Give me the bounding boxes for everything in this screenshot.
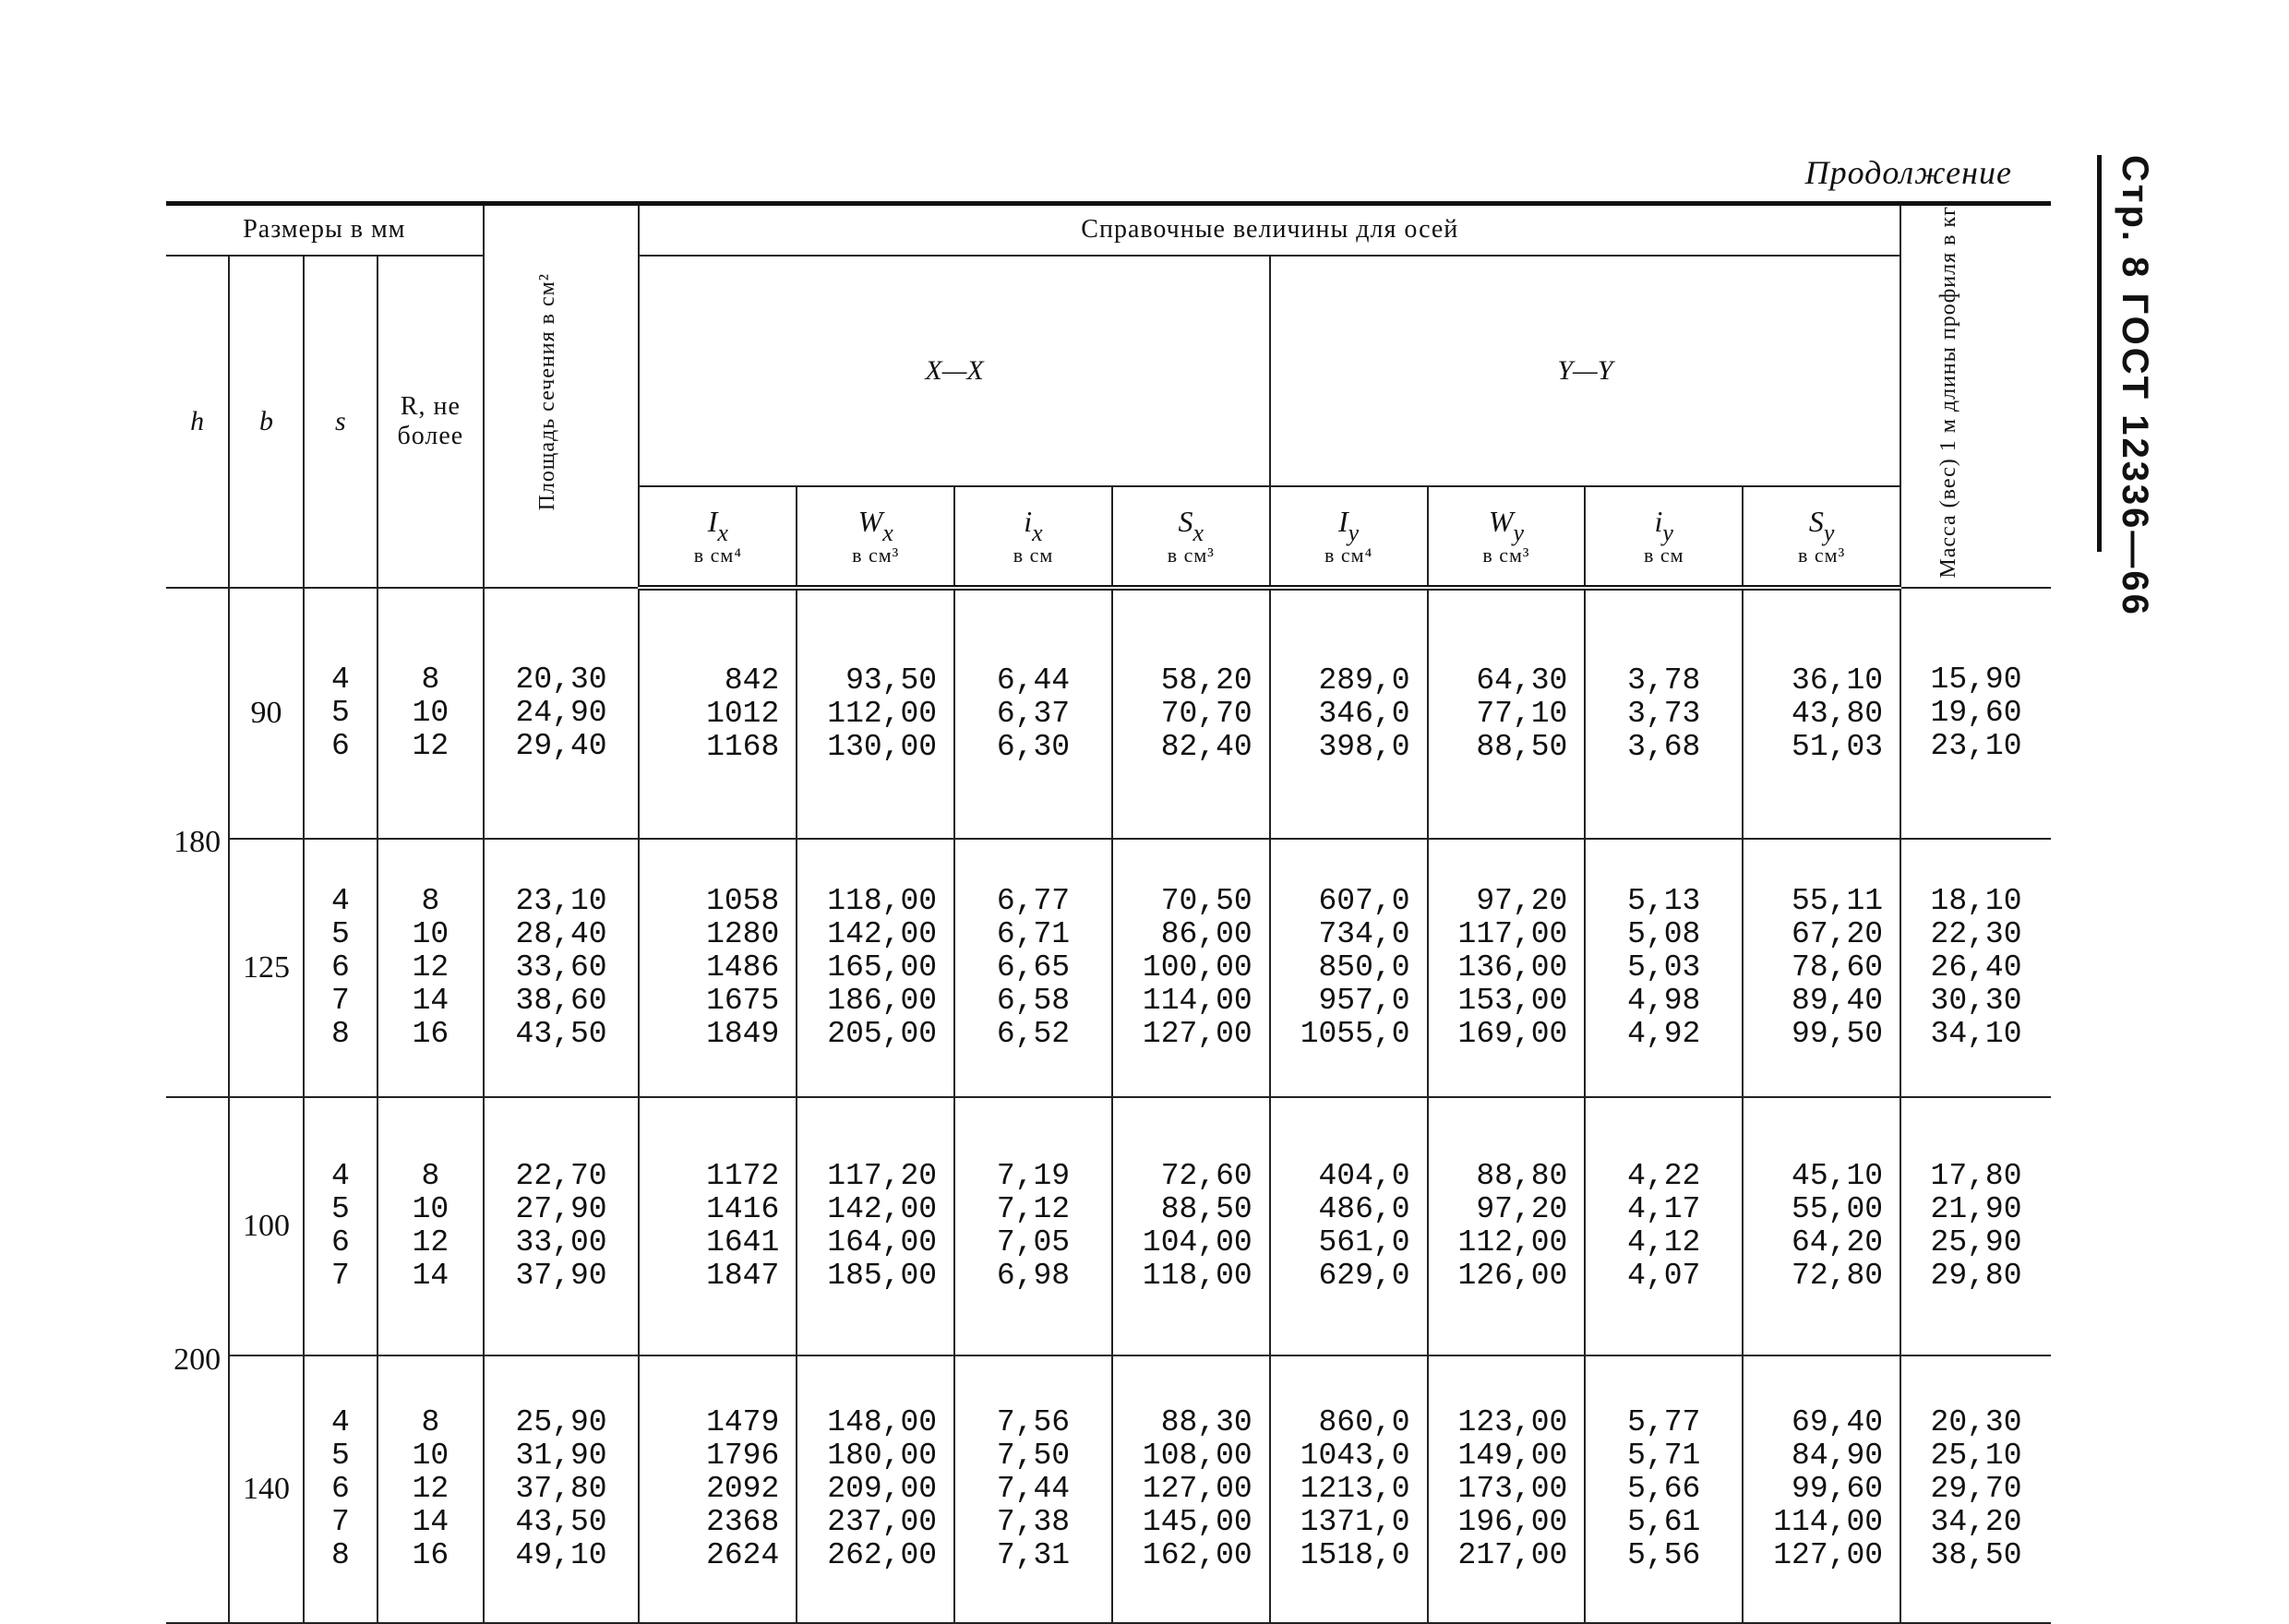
header-iyr-subscript: y — [1662, 519, 1673, 546]
header-axis-xx: X—X — [639, 256, 1269, 486]
header-reference-group: Справочные величины для осей — [639, 204, 1900, 256]
iyr-values: 5,77 5,71 5,66 5,61 5,56 — [1585, 1355, 1743, 1623]
header-wx-subscript: x — [882, 519, 893, 546]
header-sy-unit: в см³ — [1798, 543, 1846, 567]
header-iy-symbol: I — [1338, 504, 1348, 538]
header-dimensions-group: Размеры в мм — [166, 204, 484, 256]
sy-values: 55,11 67,20 78,60 89,40 99,50 — [1743, 839, 1900, 1097]
wx-values: 117,20 142,00 164,00 185,00 — [797, 1097, 954, 1355]
h-value-200: 200 — [166, 1097, 229, 1623]
header-s: s — [304, 256, 378, 588]
ix-values: 1058 1280 1486 1675 1849 — [639, 839, 797, 1097]
header-sy — [1743, 486, 1900, 588]
sy-values: 45,10 55,00 64,20 72,80 — [1743, 1097, 1900, 1355]
header-sx — [1112, 486, 1270, 588]
s-values: 4 5 6 — [304, 588, 378, 839]
sx-values: 70,50 86,00 100,00 114,00 127,00 — [1112, 839, 1270, 1097]
header-wy — [1428, 486, 1586, 588]
r-values: 8 10 12 14 16 — [378, 1355, 484, 1623]
header-ix-symbol: I — [707, 504, 718, 538]
b-value: 100 — [229, 1097, 303, 1355]
header-sx-subscript: x — [1192, 519, 1204, 546]
header-iy-subscript: y — [1348, 519, 1360, 546]
header-ixr-subscript: x — [1032, 519, 1043, 546]
area-values: 20,30 24,90 29,40 — [484, 588, 640, 839]
h-value-180: 180 — [166, 588, 229, 1097]
s-values: 4 5 6 7 8 — [304, 839, 378, 1097]
ixr-values: 7,19 7,12 7,05 6,98 — [954, 1097, 1112, 1355]
sx-values: 58,20 70,70 82,40 — [1112, 588, 1270, 839]
header-ixr — [954, 486, 1112, 588]
steel-profile-table — [166, 201, 2051, 1624]
b-value: 140 — [229, 1355, 303, 1623]
ix-values: 1172 1416 1641 1847 — [639, 1097, 797, 1355]
wy-values: 123,00 149,00 173,00 196,00 217,00 — [1428, 1355, 1586, 1623]
header-mass — [1900, 204, 2051, 588]
header-ix-unit: в см⁴ — [693, 543, 742, 567]
ixr-values: 6,77 6,71 6,65 6,58 6,52 — [954, 839, 1112, 1097]
area-values: 22,70 27,90 33,00 37,90 — [484, 1097, 640, 1355]
header-mass-text: Масса (вес) 1 м длины профиля в кг — [1936, 206, 1961, 579]
header-sy-symbol: S — [1808, 504, 1824, 538]
header-wy-unit: в см³ — [1482, 543, 1530, 567]
header-ixr-symbol: i — [1024, 504, 1033, 538]
iy-values: 289,0 346,0 398,0 — [1270, 588, 1428, 839]
header-wy-symbol: W — [1488, 504, 1514, 538]
area-values: 23,10 28,40 33,60 38,60 43,50 — [484, 839, 640, 1097]
header-ix-subscript: x — [717, 519, 728, 546]
header-iyr-unit: в см — [1643, 543, 1684, 567]
area-values: 25,90 31,90 37,80 43,50 49,10 — [484, 1355, 640, 1623]
header-sy-subscript: y — [1823, 519, 1835, 546]
header-ix — [639, 486, 797, 588]
table-row-group — [166, 1355, 2051, 1623]
continuation-label: Продолжение — [1804, 154, 2012, 191]
header-r: R, не более — [378, 256, 484, 588]
r-values: 8 10 12 14 — [378, 1097, 484, 1355]
header-iyr — [1585, 486, 1743, 588]
table-header — [166, 204, 2051, 588]
iy-values: 404,0 486,0 561,0 629,0 — [1270, 1097, 1428, 1355]
header-b: b — [229, 256, 303, 588]
wx-values: 118,00 142,00 165,00 186,00 205,00 — [797, 839, 954, 1097]
iyr-values: 4,22 4,17 4,12 4,07 — [1585, 1097, 1743, 1355]
mass-values: 17,80 21,90 25,90 29,80 — [1900, 1097, 2051, 1355]
header-sx-symbol: S — [1178, 504, 1193, 538]
r-values: 8 10 12 14 16 — [378, 839, 484, 1097]
sx-values: 88,30 108,00 127,00 145,00 162,00 — [1112, 1355, 1270, 1623]
header-wy-subscript: y — [1513, 519, 1525, 546]
header-wx-symbol: W — [857, 504, 883, 538]
header-iy-unit: в см⁴ — [1324, 543, 1373, 567]
table-row-group — [166, 588, 2051, 839]
header-area-text: Площадь сечения в см² — [535, 273, 560, 511]
header-sx-unit: в см³ — [1167, 543, 1215, 567]
mass-values: 15,90 19,60 23,10 — [1900, 588, 2051, 839]
ixr-values: 6,44 6,37 6,30 — [954, 588, 1112, 839]
b-value: 90 — [229, 588, 303, 839]
header-ixr-unit: в см — [1013, 543, 1054, 567]
header-wx-unit: в см³ — [852, 543, 900, 567]
r-values: 8 10 12 — [378, 588, 484, 839]
wx-values: 148,00 180,00 209,00 237,00 262,00 — [797, 1355, 954, 1623]
header-iyr-symbol: i — [1654, 504, 1663, 538]
wy-values: 88,80 97,20 112,00 126,00 — [1428, 1097, 1586, 1355]
header-axis-yy: Y—Y — [1270, 256, 1900, 486]
mass-values: 20,30 25,10 29,70 34,20 38,50 — [1900, 1355, 2051, 1623]
wy-values: 97,20 117,00 136,00 153,00 169,00 — [1428, 839, 1586, 1097]
iyr-values: 3,78 3,73 3,68 — [1585, 588, 1743, 839]
ixr-values: 7,56 7,50 7,44 7,38 7,31 — [954, 1355, 1112, 1623]
iyr-values: 5,13 5,08 5,03 4,98 4,92 — [1585, 839, 1743, 1097]
s-values: 4 5 6 7 — [304, 1097, 378, 1355]
sy-values: 69,40 84,90 99,60 114,00 127,00 — [1743, 1355, 1900, 1623]
side-page-heading: Стр. 8 ГОСТ 12336—66 — [2115, 155, 2155, 617]
s-values: 4 5 6 7 8 — [304, 1355, 378, 1623]
header-wx — [797, 486, 954, 588]
iy-values: 607,0 734,0 850,0 957,0 1055,0 — [1270, 839, 1428, 1097]
sx-values: 72,60 88,50 104,00 118,00 — [1112, 1097, 1270, 1355]
wy-values: 64,30 77,10 88,50 — [1428, 588, 1586, 839]
table-row-group — [166, 1097, 2051, 1355]
header-h: h — [166, 256, 229, 588]
table-body — [166, 588, 2051, 1623]
ix-values: 842 1012 1168 — [639, 588, 797, 839]
table-row-group — [166, 839, 2051, 1097]
mass-values: 18,10 22,30 26,40 30,30 34,10 — [1900, 839, 2051, 1097]
wx-values: 93,50 112,00 130,00 — [797, 588, 954, 839]
b-value: 125 — [229, 839, 303, 1097]
header-area — [484, 204, 640, 588]
side-rule — [2097, 155, 2102, 552]
ix-values: 1479 1796 2092 2368 2624 — [639, 1355, 797, 1623]
sy-values: 36,10 43,80 51,03 — [1743, 588, 1900, 839]
iy-values: 860,0 1043,0 1213,0 1371,0 1518,0 — [1270, 1355, 1428, 1623]
header-iy — [1270, 486, 1428, 588]
